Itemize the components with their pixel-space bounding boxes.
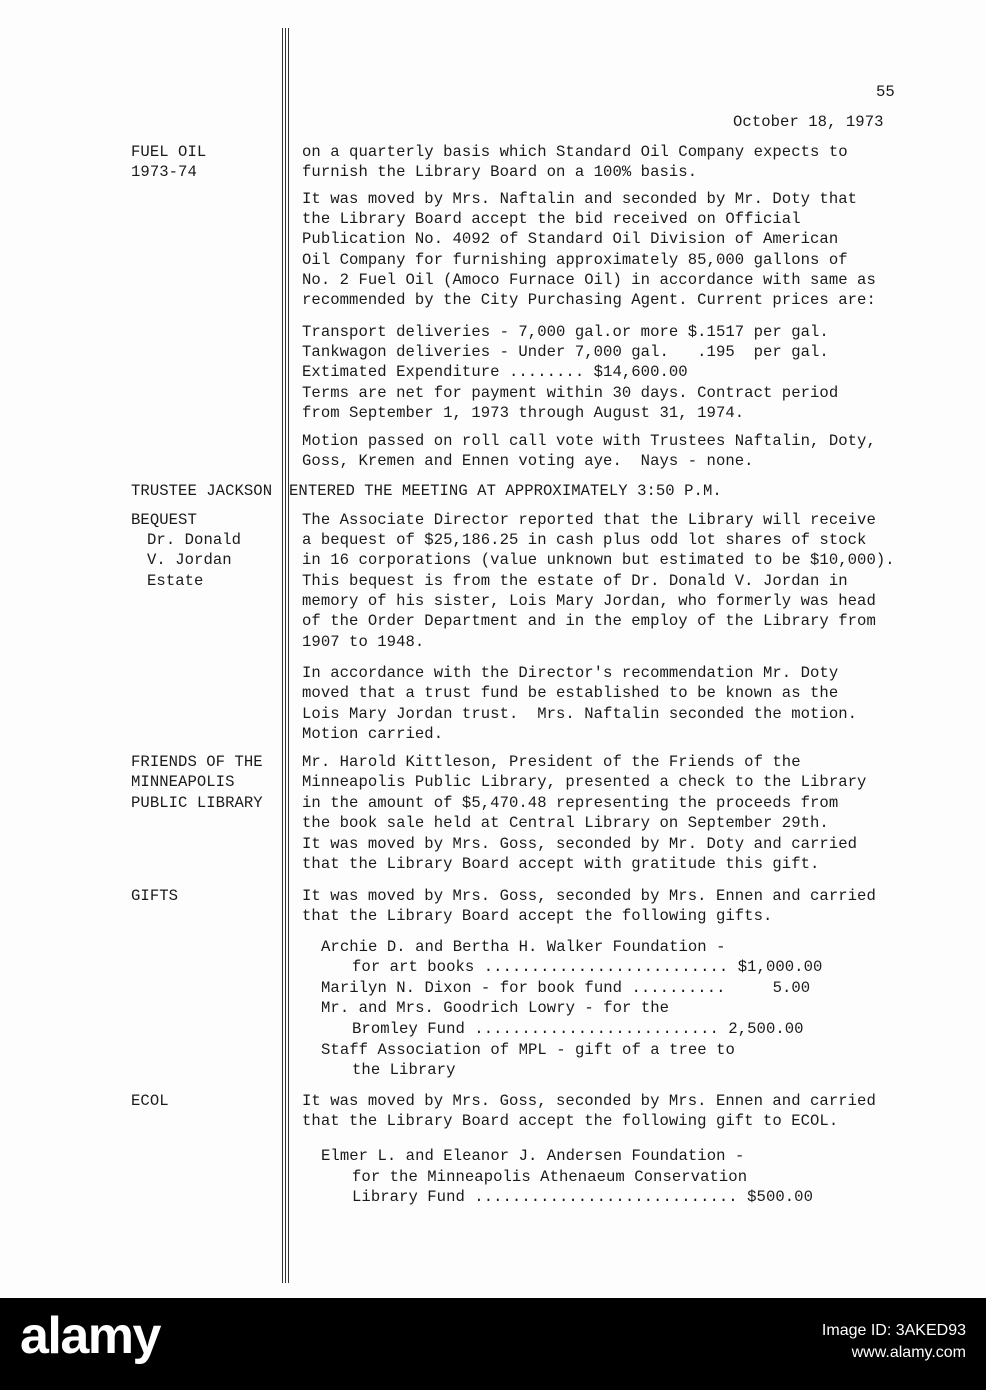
paragraph-line: the Library Board accept the bid received on Official [302,210,801,228]
paragraph-line: It was moved by Mrs. Goss, seconded by Mrs. Ennen and carried [302,1092,876,1110]
paragraph-line: It was moved by Mrs. Goss, seconded by Mrs. Ennen and carried [302,887,876,905]
paragraph-line: recommended by the City Purchasing Agent. Current prices are: [302,291,876,309]
paragraph-line: Motion passed on roll call vote with Trustees Naftalin, Doty, [302,432,876,450]
watermark-bar [0,1298,986,1390]
paragraph-line: Transport deliveries - 7,000 gal.or more $.1517 per gal. [302,323,829,341]
label-friends-line: PUBLIC LIBRARY [131,794,263,812]
label-fuel-oil: FUEL OIL [131,143,207,161]
paragraph-line: from September 1, 1973 through August 31, 1974. [302,404,745,422]
watermark-url: www.alamy.com [851,1344,966,1361]
page-number: 55 [876,83,895,101]
paragraph-line: Tankwagon deliveries - Under 7,000 gal. .195 per gal. [302,343,829,361]
paragraph-line: Terms are net for payment within 30 days. Contract period [302,384,839,402]
paragraph-line: moved that a trust fund be established to be known as the [302,684,839,702]
paragraph-line: The Associate Director reported that the Library will receive [302,511,876,529]
margin-rule-1 [282,28,283,1283]
paragraph-line: furnish the Library Board on a 100% basis. [302,163,698,181]
gift-item: the Library [352,1061,456,1079]
paragraph-line: Motion carried. [302,725,444,743]
watermark-info [822,1320,966,1364]
label-bequest-line: Dr. Donald [147,531,242,549]
paragraph-line: It was moved by Mrs. Naftalin and seconded by Mr. Doty that [302,190,858,208]
paragraph-line: Lois Mary Jordan trust. Mrs. Naftalin seconded the motion. [302,705,858,723]
alamy-logo: alamy [20,1307,160,1365]
trustee-jackson-entry: ENTERED THE MEETING AT APPROXIMATELY 3:50 P.M. [289,482,722,500]
paragraph-line: 1907 to 1948. [302,633,425,651]
margin-rule-2 [285,28,286,1283]
paragraph-line: in the amount of $5,470.48 representing the proceeds from [302,794,839,812]
paragraph-line: the book sale held at Central Library on September 29th. [302,814,829,832]
page-date: October 18, 1973 [733,113,884,131]
paragraph-line: in 16 corporations (value unknown but estimated to be $10,000). [302,551,895,569]
paragraph-line: Publication No. 4092 of Standard Oil Division of American [302,230,839,248]
paragraph-line: Extimated Expenditure ........ $14,600.00 [302,363,688,381]
label-trustee-jackson: TRUSTEE JACKSON [131,482,273,500]
label-bequest-line: Estate [147,572,204,590]
paragraph-line: This bequest is from the estate of Dr. Donald V. Jordan in [302,572,848,590]
paragraph-line: Goss, Kremen and Ennen voting aye. Nays - none. [302,452,754,470]
gift-item: for art books .......................... $1,000.00 [352,958,823,976]
paragraph-line: that the Library Board accept the following gift to ECOL. [302,1112,839,1130]
label-friends: FRIENDS OF THE [131,753,263,771]
gift-item: Archie D. and Bertha H. Walker Foundation - [321,938,726,956]
paragraph-line: of the Order Department and in the employ of the Library from [302,612,876,630]
gift-item: Bromley Fund .......................... 2,500.00 [352,1020,804,1038]
label-fuel-oil-years: 1973-74 [131,163,197,181]
label-friends-line: MINNEAPOLIS [131,773,235,791]
label-bequest-line: V. Jordan [147,551,232,569]
paragraph-line: In accordance with the Director's recommendation Mr. Doty [302,664,839,682]
label-ecol: ECOL [131,1092,169,1110]
ecol-gift-item: Elmer L. and Eleanor J. Andersen Foundation - [321,1147,745,1165]
gift-item: Staff Association of MPL - gift of a tree to [321,1041,735,1059]
paragraph-line: memory of his sister, Lois Mary Jordan, who formerly was head [302,592,876,610]
label-bequest: BEQUEST [131,511,197,529]
margin-rule-3 [288,28,289,1283]
paragraph-line: Minneapolis Public Library, presented a check to the Library [302,773,867,791]
paragraph-line: No. 2 Fuel Oil (Amoco Furnace Oil) in accordance with same as [302,271,876,289]
paragraph-line: that the Library Board accept with gratitude this gift. [302,855,820,873]
label-gifts: GIFTS [131,887,179,905]
paragraph-line: It was moved by Mrs. Goss, seconded by Mr. Doty and carried [302,835,858,853]
paragraph-line: that the Library Board accept the following gifts. [302,907,773,925]
paragraph-line: a bequest of $25,186.25 in cash plus odd lot shares of stock [302,531,867,549]
gift-item: Mr. and Mrs. Goodrich Lowry - for the [321,999,670,1017]
paragraph-line: Mr. Harold Kittleson, President of the Friends of the [302,753,801,771]
paragraph-line: on a quarterly basis which Standard Oil Company expects to [302,143,848,161]
image-id: Image ID: 3AKED93 [821,1322,966,1339]
gift-item: Marilyn N. Dixon - for book fund .......... 5.00 [321,979,811,997]
ecol-gift-item: Library Fund ............................ $500.00 [352,1188,813,1206]
paragraph-line: Oil Company for furnishing approximately 85,000 gallons of [302,251,848,269]
ecol-gift-item: for the Minneapolis Athenaeum Conservation [352,1168,748,1186]
